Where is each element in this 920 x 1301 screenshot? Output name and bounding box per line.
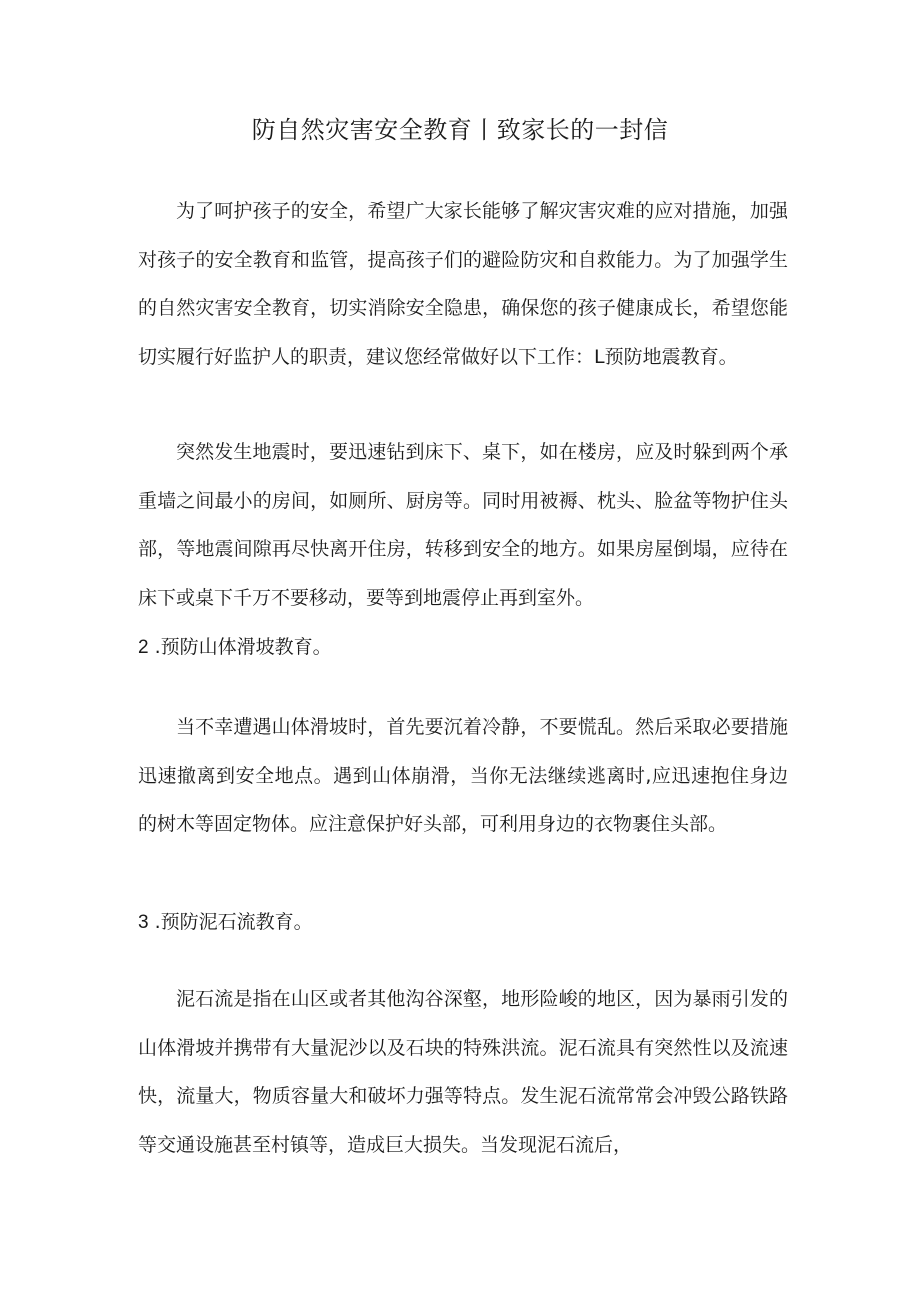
section-3-paragraph: 泥石流是指在山区或者其他沟谷深壑，地形险峻的地区，因为暴雨引发的山体滑坡并携带有大量泥沙以及石块的特殊洪流。泥石流具有突然性以及流速快，流量大，物质容量大和破坏力强等特点。发生泥石流常常会冲毁公路铁路等交通设施甚至村镇等，造成巨大损失。当发现泥石流后，: [138, 988, 788, 1156]
section-2-number: 2: [138, 637, 149, 658]
section-2-title: .预防山体滑坡教育。: [154, 636, 332, 658]
section-2-heading: [138, 632, 788, 663]
earthquake-paragraph: 突然发生地震时，要迅速钻到床下、桌下，如在楼房，应及时躲到两个承重墙之间最小的房间，如厕所、厨房等。同时用被褥、枕头、脸盆等物护住头部，等地震间隙再尽快离开住房，转移到安全的地方。如果房屋倒塌，应待在床下或桌下千万不要移动，要等到地震停止再到室外。: [138, 441, 788, 609]
section-3-heading: [138, 907, 788, 938]
document-title: 防自然灾害安全教育丨致家长的一封信: [251, 116, 669, 144]
section-3-number: 3: [138, 912, 149, 933]
section-3-title: .预防泥石流教育。: [154, 911, 313, 933]
intro-paragraph: 为了呵护孩子的安全，希望广大家长能够了解灾害灾难的应对措施，加强对孩子的安全教育和监管，提高孩子们的避险防灾和自救能力。为了加强学生的自然灾害安全教育，切实消除安全隐患，确保您的孩子健康成长，希望您能切实履行好监护人的职责，建议您经常做好以下工作：L预防地震教育。: [138, 200, 788, 368]
section-2-paragraph: 当不幸遭遇山体滑坡时，首先要沉着冷静，不要慌乱。然后采取必要措施迅速撤离到安全地点。遇到山体崩滑，当你无法继续逃离时,应迅速抱住身边的树木等固定物体。应注意保护好头部，可利用身边的衣物裹住头部。: [138, 716, 788, 836]
